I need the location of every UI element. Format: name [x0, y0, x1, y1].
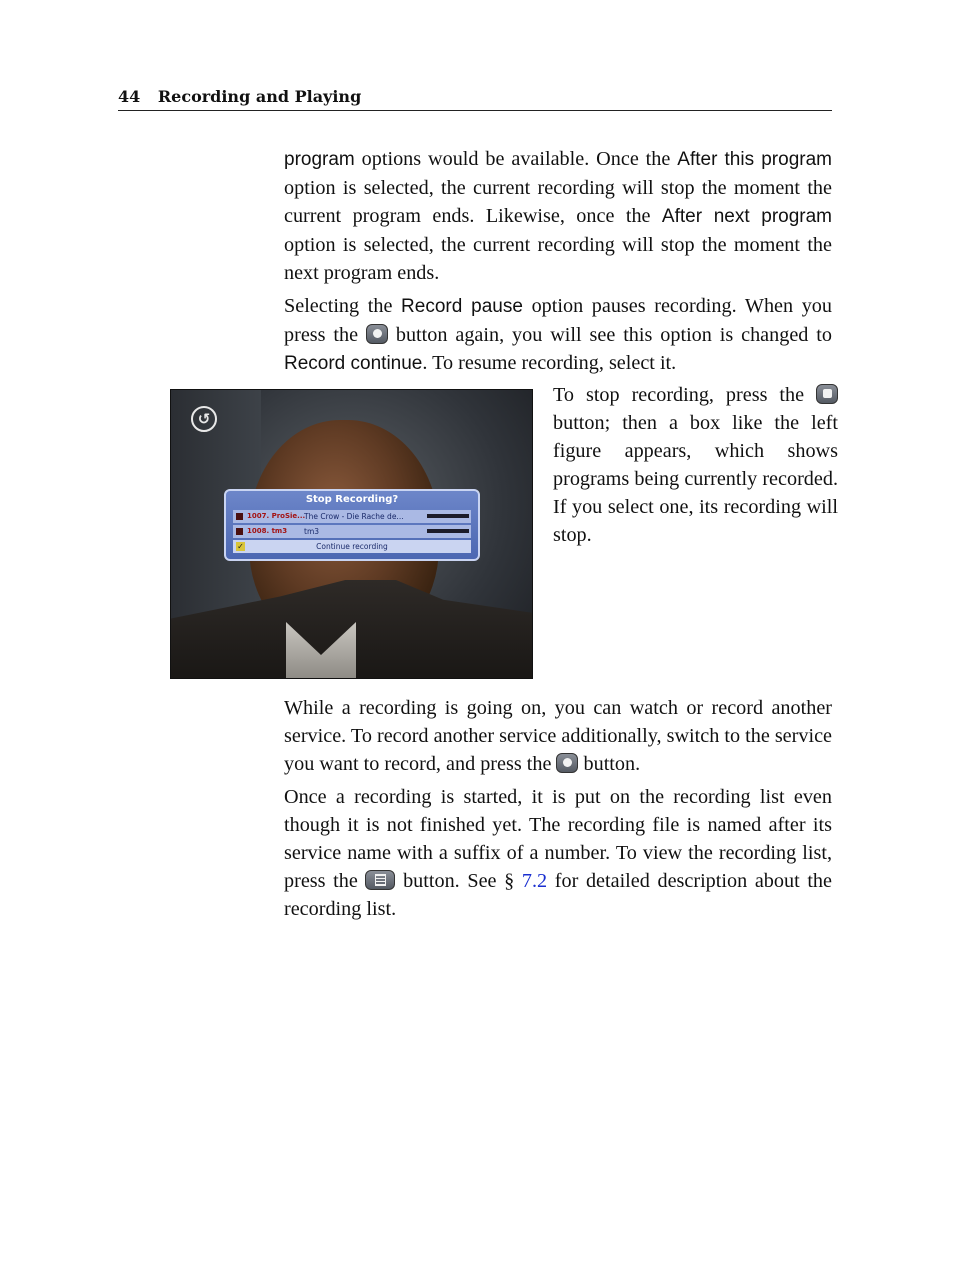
recording-progress-bar [427, 514, 469, 518]
paragraph-1: program options would be available. Once the After this program option is selected, the current recording will stop the moment the current program ends. Likewise, once the After next program option is selected, the current recording will stop the moment the next program ends. [284, 148, 833, 284]
stop-recording-screenshot [170, 389, 533, 679]
dialog-title: Stop Recording? [305, 494, 399, 505]
paragraph-5: Once a recording is started, it is put on the recording list even though it is not finished yet. The recording file is named after its service name with a suffix of a number. To view the recording list, press the button. See § 7.2 for detailed description about the recording list. [284, 786, 832, 920]
page-number: 44 [118, 87, 141, 106]
recording-program: The Crow - Die Rache de... [304, 512, 404, 521]
option-after-this-program: After this program [677, 149, 832, 170]
continue-recording-label: Continue recording [316, 542, 388, 551]
text-block-side [553, 381, 838, 554]
option-program: program [284, 149, 355, 170]
channel-logo-icon: ↺ [191, 406, 217, 432]
paragraph-3: To stop recording, press the button; then a box like the left figure appears, which shows programs being currently recorded. If you select one, its recording will stop. [553, 384, 838, 546]
stop-recording-dialog [224, 489, 480, 561]
paragraph-2: Selecting the Record pause option pauses recording. When you press the button again, you will see this option is changed to Record continue. To resume recording, select it. [284, 295, 832, 374]
text-block-top [284, 145, 832, 383]
record-button-icon [556, 753, 578, 773]
option-record-continue: Record continue [284, 353, 423, 374]
paragraph-4: While a recording is going on, you can watch or record another service. To record another service additionally, switch to the service you want to record, and press the button. [284, 697, 832, 775]
section-title: Recording and Playing [157, 87, 362, 106]
recording-progress-bar [427, 529, 469, 533]
checkmark-icon: ✓ [237, 542, 244, 551]
recording-channel: 1008. tm3 [247, 527, 288, 535]
running-head [118, 86, 832, 111]
recording-row[interactable] [233, 525, 471, 538]
recording-indicator-icon [236, 513, 243, 520]
list-button-icon [365, 870, 395, 890]
option-after-next-program: After next program [661, 206, 833, 227]
text-block-bottom [284, 694, 832, 928]
option-record-pause: Record pause [401, 296, 523, 317]
recording-channel: 1007. ProSie... [247, 512, 306, 520]
section-link[interactable]: 7.2 [521, 870, 548, 892]
record-button-icon [366, 324, 388, 344]
stop-button-icon [816, 384, 838, 404]
recording-indicator-icon [236, 528, 243, 535]
continue-recording-row[interactable] [233, 540, 471, 553]
recording-row[interactable] [233, 510, 471, 523]
recording-program: tm3 [304, 527, 320, 536]
